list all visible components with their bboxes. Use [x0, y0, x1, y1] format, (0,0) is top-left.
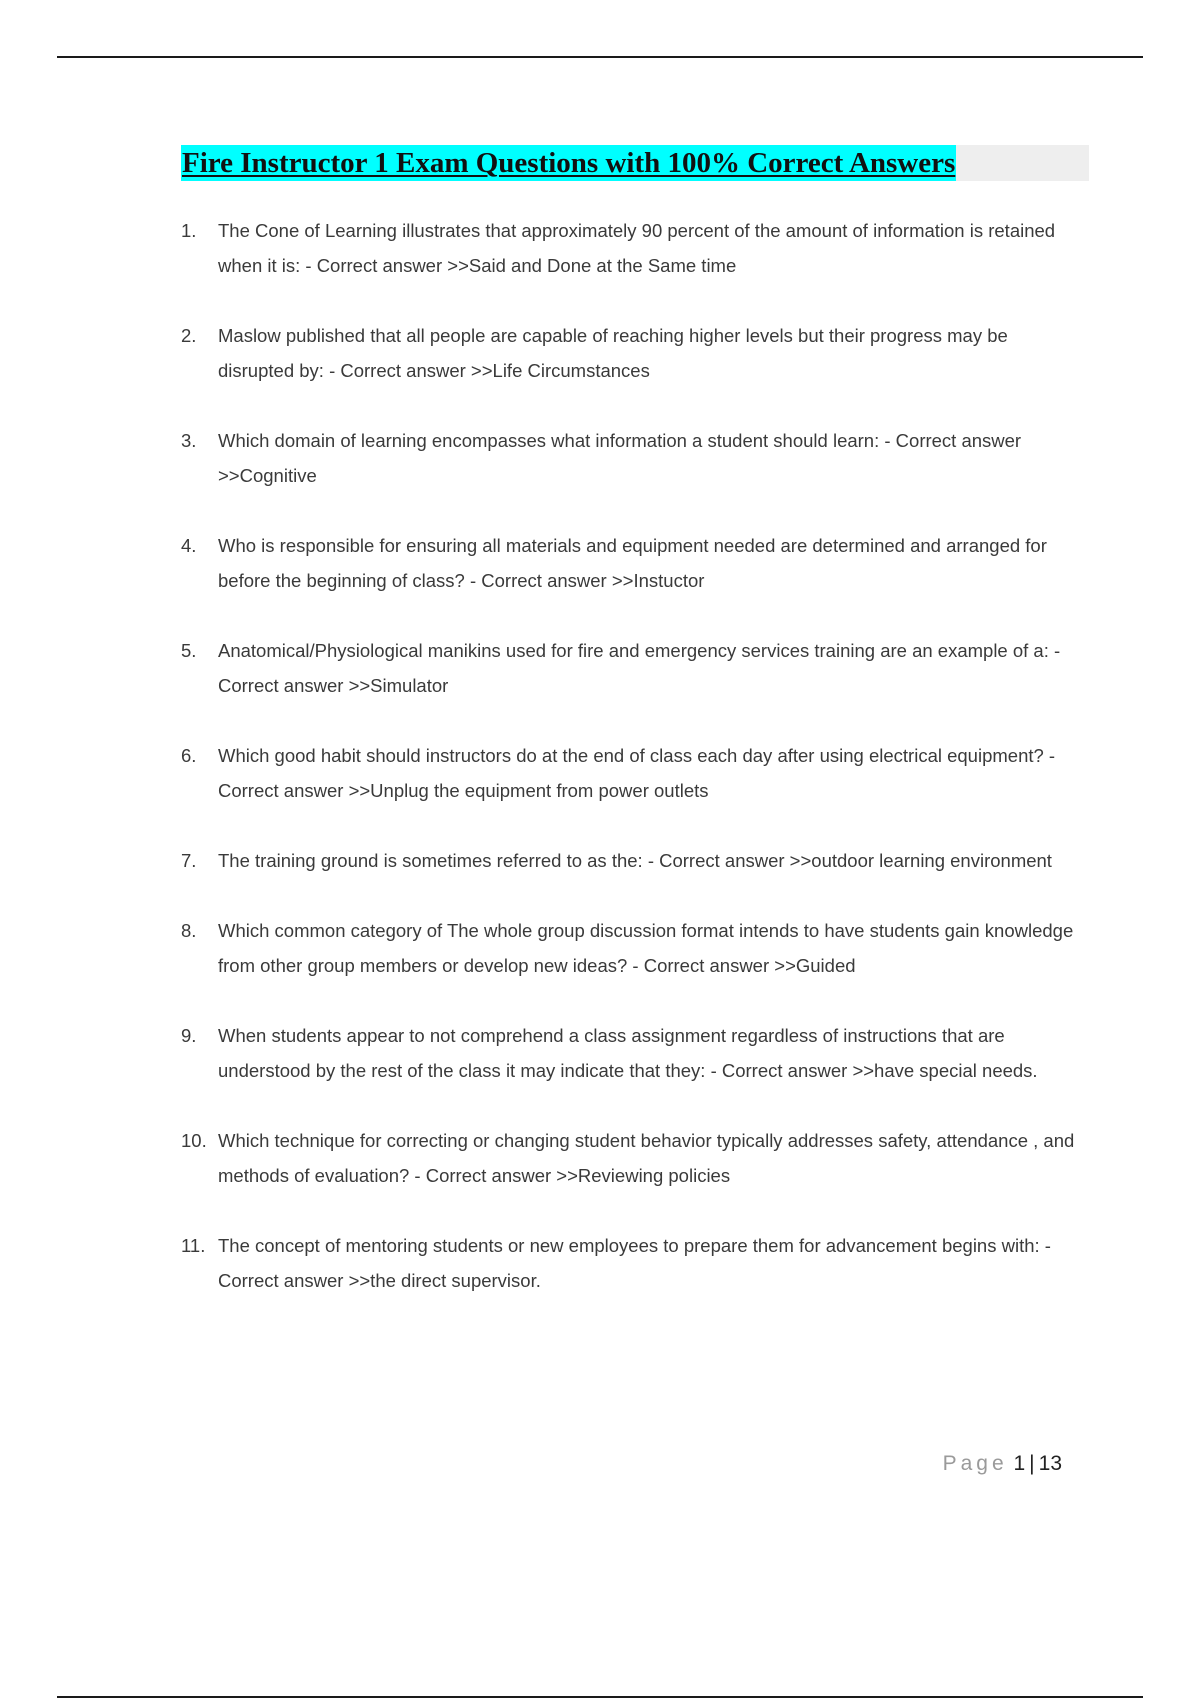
list-item [181, 633, 1081, 703]
question-text: Which technique for correcting or changing student behavior typically addresses safety, attendance , and methods of evaluation? - Correct answer >>Reviewing policies [218, 1130, 1075, 1186]
question-text: When students appear to not comprehend a class assignment regardless of instructions that are understood by the rest of the class it may indicate that they: - Correct answer >>have special needs. [218, 1025, 1038, 1081]
page-title: Fire Instructor 1 Exam Questions with 100% Correct Answers [182, 147, 956, 179]
list-item [181, 213, 1081, 283]
question-number: 8. [181, 920, 197, 941]
question-text: The Cone of Learning illustrates that approximately 90 percent of the amount of information is retained when it is: - Correct answer >>Said and Done at the Same time [218, 220, 1056, 276]
list-item [181, 318, 1081, 388]
list-item [181, 1228, 1081, 1298]
question-text: Which domain of learning encompasses what information a student should learn: - Correct answer >>Cognitive [218, 430, 1022, 486]
question-text: Anatomical/Physiological manikins used for fire and emergency services training are an example of a: - Correct answer >>Simulator [218, 640, 1061, 696]
list-item [181, 738, 1081, 808]
question-number: 3. [181, 430, 197, 451]
question-text: Who is responsible for ensuring all materials and equipment needed are determined and arranged for before the beginning of class? - Correct answer >>Instuctor [218, 535, 1047, 591]
question-text: Which good habit should instructors do at the end of class each day after using electrical equipment? - Correct answer >>Unplug the equipment from power outlets [218, 745, 1056, 801]
total-pages: 13 [1038, 1452, 1062, 1475]
question-number: 2. [181, 325, 197, 346]
question-number: 4. [181, 535, 197, 556]
question-number: 5. [181, 640, 197, 661]
list-item [181, 1123, 1081, 1193]
question-number: 10. [181, 1130, 207, 1151]
list-item [181, 423, 1081, 493]
question-number: 11. [181, 1235, 206, 1256]
top-rule [57, 56, 1143, 58]
list-item [181, 913, 1081, 983]
question-number: 6. [181, 745, 197, 766]
list-item [181, 1018, 1081, 1088]
question-number: 7. [181, 850, 197, 871]
page-label: Page [942, 1452, 1008, 1475]
list-item [181, 843, 1081, 878]
question-text: The concept of mentoring students or new employees to prepare them for advancement begins with: - Correct answer >>the direct supervisor. [218, 1235, 1051, 1291]
question-number: 1. [181, 220, 197, 241]
list-item [181, 528, 1081, 598]
page-footer [943, 1452, 1062, 1476]
bottom-rule [57, 1696, 1143, 1698]
question-number: 9. [181, 1025, 197, 1046]
question-text: Maslow published that all people are capable of reaching higher levels but their progress may be disrupted by: - Correct answer >>Life Circumstances [218, 325, 1008, 381]
page-separator: | [1029, 1452, 1035, 1475]
question-text: The training ground is sometimes referred to as the: - Correct answer >>outdoor learning environment [218, 850, 1052, 871]
current-page-number: 1 [1013, 1452, 1026, 1475]
question-list [181, 213, 1081, 1333]
question-text: Which common category of The whole group discussion format intends to have students gain knowledge from other group members or develop new ideas? - Correct answer >>Guided [218, 920, 1074, 976]
